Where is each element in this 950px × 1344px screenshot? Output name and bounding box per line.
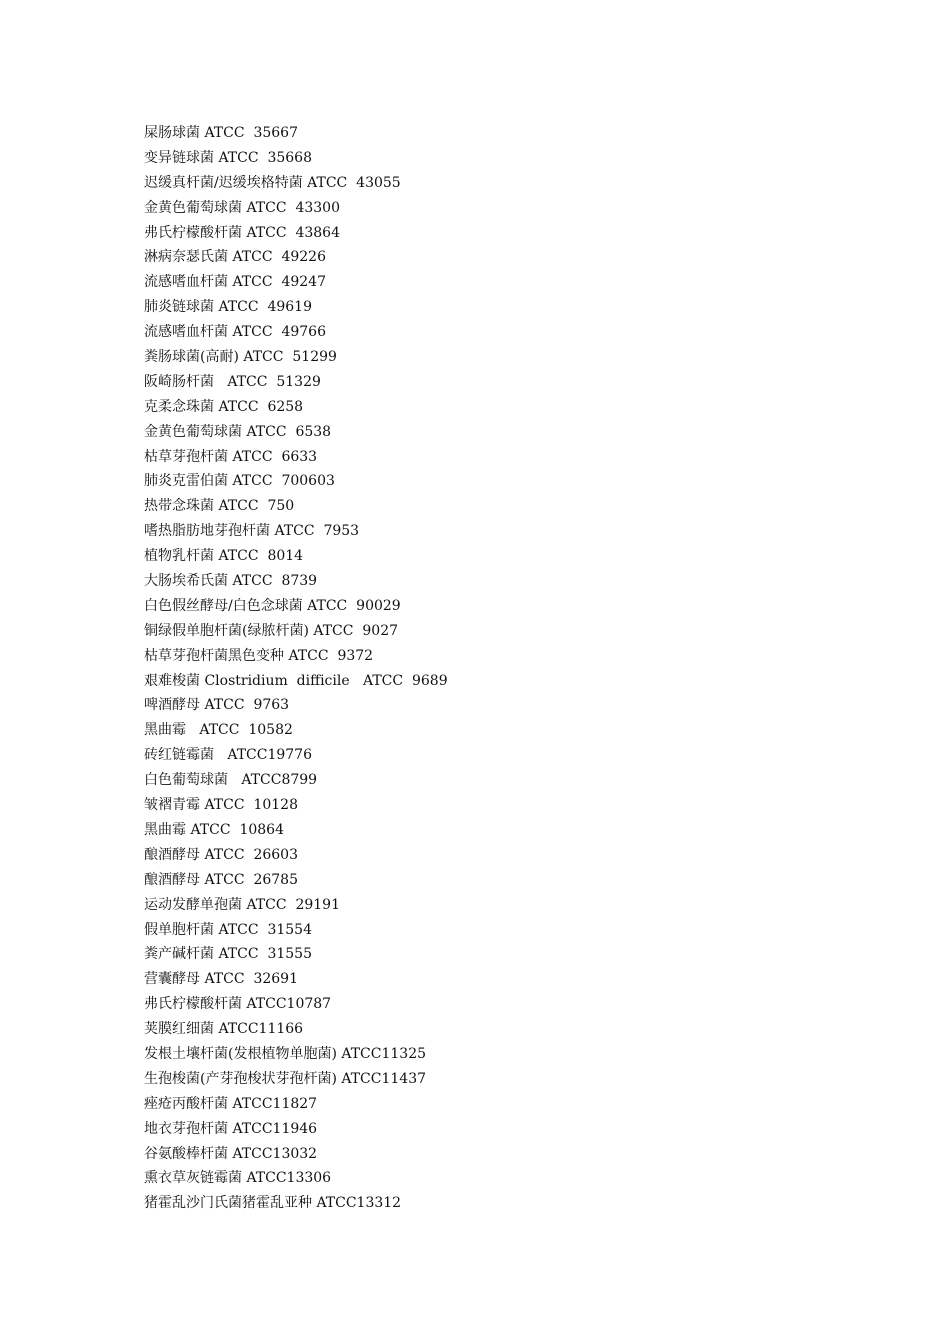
list-item: 啤酒酵母 ATCC 9763 xyxy=(144,697,290,714)
list-item: 铜绿假单胞杆菌(绿脓杆菌) ATCC 9027 xyxy=(144,622,399,639)
list-item: 枯草芽孢杆菌 ATCC 6633 xyxy=(144,448,318,465)
list-item: 弗氏柠檬酸杆菌 ATCC10787 xyxy=(144,996,332,1013)
list-item: 迟缓真杆菌/迟缓埃格特菌 ATCC 43055 xyxy=(144,174,401,191)
list-item: 酿酒酵母 ATCC 26785 xyxy=(144,871,298,888)
list-item: 酿酒酵母 ATCC 26603 xyxy=(144,846,298,863)
list-item: 运动发酵单孢菌 ATCC 29191 xyxy=(144,896,340,913)
list-item: 砖红链霉菌 ATCC19776 xyxy=(144,747,312,764)
list-item: 粪产碱杆菌 ATCC 31555 xyxy=(144,946,312,963)
list-item: 营囊酵母 ATCC 32691 xyxy=(144,971,298,988)
list-item: 熏衣草灰链霉菌 ATCC13306 xyxy=(144,1170,332,1187)
list-item: 大肠埃希氏菌 ATCC 8739 xyxy=(144,573,318,590)
list-item: 植物乳杆菌 ATCC 8014 xyxy=(144,548,304,565)
list-item: 荚膜红细菌 ATCC11166 xyxy=(144,1021,304,1038)
list-item: 艰难梭菌 Clostridium difficile ATCC 9689 xyxy=(144,672,448,689)
list-item: 粪肠球菌(高耐) ATCC 51299 xyxy=(144,349,337,366)
list-item: 弗氏柠檬酸杆菌 ATCC 43864 xyxy=(144,224,340,241)
list-item: 克柔念珠菌 ATCC 6258 xyxy=(144,398,304,415)
list-item: 屎肠球菌 ATCC 35667 xyxy=(144,125,298,141)
list-item: 痤疮丙酸杆菌 ATCC11827 xyxy=(144,1095,318,1112)
list-item: 淋病奈瑟氏菌 ATCC 49226 xyxy=(144,249,326,266)
list-item: 发根土壤杆菌(发根植物单胞菌) ATCC11325 xyxy=(144,1045,427,1062)
list-item: 黑曲霉 ATCC 10582 xyxy=(144,722,293,739)
list-item: 变异链球菌 ATCC 35668 xyxy=(144,149,312,166)
list-item: 枯草芽孢杆菌黑色变种 ATCC 9372 xyxy=(144,647,374,664)
list-item: 谷氨酸棒杆菌 ATCC13032 xyxy=(144,1145,318,1162)
list-item: 白色假丝酵母/白色念球菌 ATCC 90029 xyxy=(144,597,401,614)
list-item: 流感嗜血杆菌 ATCC 49247 xyxy=(144,274,326,291)
list-item: 肺炎链球菌 ATCC 49619 xyxy=(144,299,312,316)
list-item: 阪崎肠杆菌 ATCC 51329 xyxy=(144,373,321,390)
list-item: 金黄色葡萄球菌 ATCC 43300 xyxy=(144,199,340,216)
list-item: 白色葡萄球菌 ATCC8799 xyxy=(144,772,318,789)
list-item: 假单胞杆菌 ATCC 31554 xyxy=(144,921,312,938)
list-item: 黑曲霉 ATCC 10864 xyxy=(144,821,284,838)
strain-list xyxy=(144,121,448,1216)
list-item: 皱褶青霉 ATCC 10128 xyxy=(144,797,298,814)
list-item: 地衣芽孢杆菌 ATCC11946 xyxy=(144,1120,318,1137)
list-item: 猪霍乱沙门氏菌猪霍乱亚种 ATCC13312 xyxy=(144,1195,402,1212)
list-item: 生孢梭菌(产芽孢梭状芽孢杆菌) ATCC11437 xyxy=(144,1070,427,1087)
list-item: 流感嗜血杆菌 ATCC 49766 xyxy=(144,324,326,341)
list-item: 嗜热脂肪地芽孢杆菌 ATCC 7953 xyxy=(144,523,360,540)
list-item: 热带念珠菌 ATCC 750 xyxy=(144,498,295,515)
list-item: 肺炎克雷伯菌 ATCC 700603 xyxy=(144,473,335,490)
list-item: 金黄色葡萄球菌 ATCC 6538 xyxy=(144,423,332,440)
